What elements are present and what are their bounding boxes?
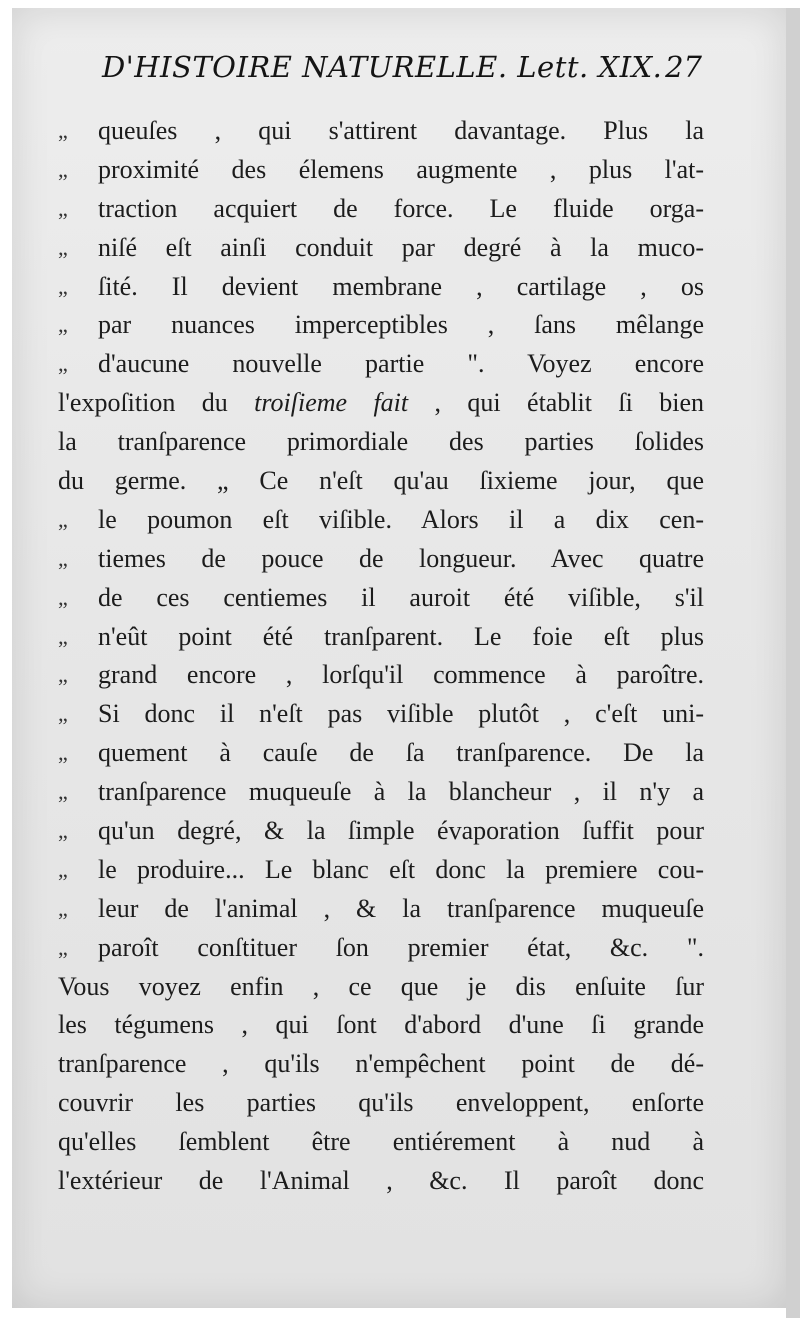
line-text-segment: l'expoſition du xyxy=(58,388,255,418)
line-text: tiemes de pouce de longueur. Avec quatre xyxy=(98,543,704,573)
text-line xyxy=(58,462,706,501)
text-line xyxy=(58,423,706,462)
text-line xyxy=(58,229,706,268)
text-line xyxy=(58,501,706,540)
line-text: Si donc il n'eſt pas viſible plutôt , c'eſt uni- xyxy=(98,699,704,729)
text-line xyxy=(58,968,706,1007)
quote-mark: „ xyxy=(58,934,68,960)
quote-mark: „ xyxy=(58,895,68,921)
quote-mark: „ xyxy=(58,351,68,377)
text-line xyxy=(58,812,706,851)
quote-mark: „ xyxy=(58,273,68,299)
line-text xyxy=(58,384,704,423)
line-text: Vous voyez enfin , ce que je dis enſuite ſur xyxy=(58,971,704,1001)
line-text: par nuances imperceptibles , ſans mêlange xyxy=(98,310,704,340)
line-text: du germe. „ Ce n'eſt qu'au ſixieme jour, que xyxy=(58,466,704,496)
quote-mark: „ xyxy=(58,156,68,182)
line-text: proximité des élemens augmente , plus l'at- xyxy=(98,154,704,184)
quote-mark: „ xyxy=(58,195,68,221)
line-text: le produire... Le blanc eſt donc la premiere cou- xyxy=(98,854,704,884)
text-line xyxy=(58,112,706,151)
line-text: paroît conſtituer ſon premier état, &c. ". xyxy=(98,932,704,962)
quote-mark: „ xyxy=(58,740,68,766)
line-text: quement à cauſe de ſa tranſparence. De la xyxy=(98,738,704,768)
italic-phrase: troiſieme fait xyxy=(254,388,409,418)
quote-mark: „ xyxy=(58,234,68,260)
line-text: queuſes , qui s'attirent davantage. Plus la xyxy=(98,116,704,145)
line-text: n'eût point été tranſparent. Le foie eſt plus xyxy=(98,621,704,651)
text-line xyxy=(58,151,706,190)
line-text: leur de l'animal , & la tranſparence muqueuſe xyxy=(98,893,704,923)
line-text: le poumon eſt viſible. Alors il a dix cen- xyxy=(98,504,704,534)
running-head: D'HISTOIRE NATURELLE. Lett. XIX. xyxy=(102,50,663,84)
text-line xyxy=(58,268,706,307)
line-text: les tégumens , qui ſont d'abord d'une ſi grande xyxy=(58,1010,704,1040)
text-line xyxy=(58,306,706,345)
line-text: tranſparence muqueuſe à la blancheur , il n'y a xyxy=(98,777,704,807)
quote-mark: „ xyxy=(58,545,68,571)
text-line xyxy=(58,1045,706,1084)
line-text: de ces centiemes il auroit été viſible, s'il xyxy=(98,582,704,612)
page-header xyxy=(102,50,702,90)
line-text: ſité. Il devient membrane , cartilage , os xyxy=(98,271,704,301)
text-line xyxy=(58,345,706,384)
line-text: qu'un degré, & la ſimple évaporation ſuffit pour xyxy=(98,816,704,846)
page-number: 27 xyxy=(665,50,702,84)
text-line xyxy=(58,851,706,890)
text-line xyxy=(58,190,706,229)
quote-mark: „ xyxy=(58,856,68,882)
line-text: traction acquiert de force. Le fluide orga- xyxy=(98,193,704,223)
book-page xyxy=(12,8,786,1308)
line-text: couvrir les parties qu'ils enveloppent, enſorte xyxy=(58,1088,704,1118)
text-line xyxy=(58,929,706,968)
quote-mark: „ xyxy=(58,623,68,649)
text-line xyxy=(58,579,706,618)
text-line xyxy=(58,384,706,423)
quote-mark: „ xyxy=(58,818,68,844)
line-text: tranſparence , qu'ils n'empêchent point de dé- xyxy=(58,1049,704,1079)
line-text: grand encore , lorſqu'il commence à paroître. xyxy=(98,660,704,690)
quote-mark: „ xyxy=(58,779,68,805)
quote-mark: „ xyxy=(58,584,68,610)
page-edge xyxy=(786,8,800,1318)
quote-mark: „ xyxy=(58,701,68,727)
text-line xyxy=(58,540,706,579)
line-text: qu'elles ſemblent être entiérement à nud à xyxy=(58,1127,704,1157)
text-line xyxy=(58,890,706,929)
line-text: d'aucune nouvelle partie ". Voyez encore xyxy=(98,349,704,379)
quote-mark: „ xyxy=(58,118,68,143)
text-line xyxy=(58,734,706,773)
text-line xyxy=(58,1123,706,1162)
text-line xyxy=(58,618,706,657)
line-text-segment: , qui établit ſi bien xyxy=(408,388,704,418)
line-text: la tranſparence primordiale des parties ſolides xyxy=(58,427,704,457)
text-line xyxy=(58,656,706,695)
text-line xyxy=(58,1162,706,1201)
quote-mark: „ xyxy=(58,312,68,338)
text-line xyxy=(58,773,706,812)
quote-mark: „ xyxy=(58,662,68,688)
text-line xyxy=(58,1084,706,1123)
line-text: niſé eſt ainſi conduit par degré à la muco- xyxy=(98,232,704,262)
quote-mark: „ xyxy=(58,506,68,532)
body-text xyxy=(58,112,706,1201)
line-text: l'extérieur de l'Animal , &c. Il paroît donc xyxy=(58,1166,704,1196)
text-line xyxy=(58,1006,706,1045)
text-line xyxy=(58,695,706,734)
